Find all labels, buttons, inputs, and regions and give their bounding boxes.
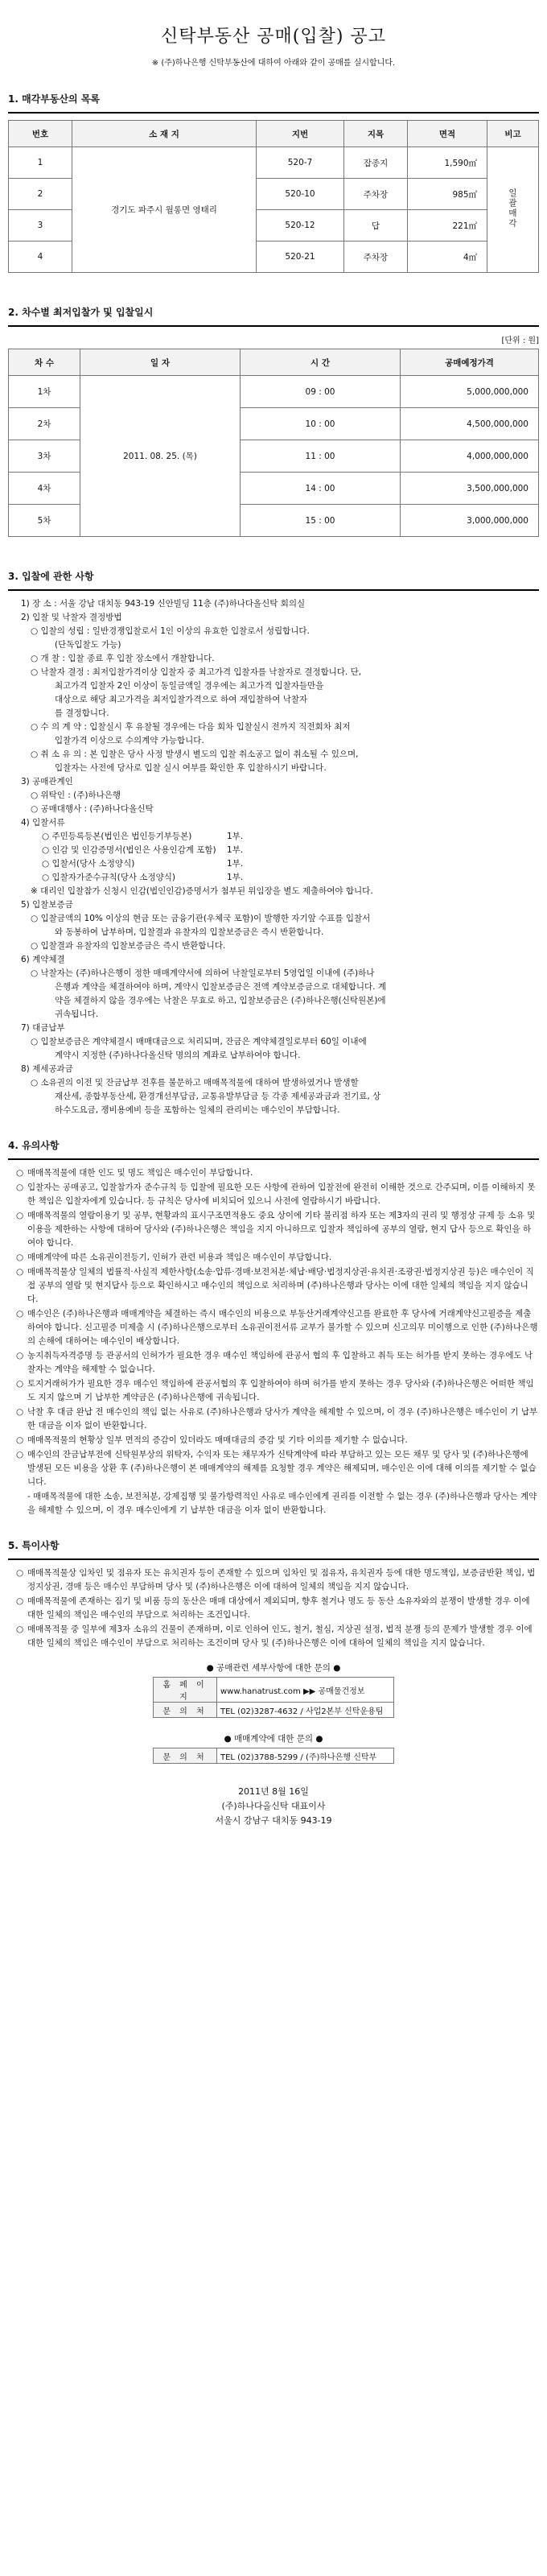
bullet-icon: ○ bbox=[16, 1253, 24, 1262]
col-header: 지번 bbox=[257, 121, 344, 147]
section-divider bbox=[8, 589, 539, 591]
caution-sub-item: - 매매목적물에 대한 소송, 보전처분, 강제집행 및 불가항력적인 사유로 매수인에게 권리를 이전할 수 없는 경우 (주)하나은행과 당사는 계약을 해제할 수 있으며, 이 경우 매수인에게 기 납부한 대금을 이자 없이 반환합니다. bbox=[27, 1492, 537, 1515]
list-item bbox=[16, 1448, 539, 1489]
section-divider bbox=[8, 1558, 539, 1560]
footer-date: 2011년 8월 16일 bbox=[238, 1786, 309, 1797]
cell-area: 1,590㎡ bbox=[408, 147, 487, 179]
col-header: 면적 bbox=[408, 121, 487, 147]
bidding-line: 2) 입찰 및 낙찰자 결정방법 bbox=[21, 613, 122, 622]
list-item-text: 매매목적물상 임차인 및 점유자 또는 유치권자 등이 존재할 수 있으며 임차인 및 점유자, 유치권자 등에 대한 명도책임, 보증금반환 책임, 법정지상권, 경매 등은 매수인 부담하며 당사 및 (주)하나은행은 이에 대하여 일체의 책임을 지지 않습니다. bbox=[27, 1568, 536, 1591]
page-title: 신탁부동산 공매(입찰) 공고 bbox=[161, 27, 386, 47]
homepage-label: 홈 페 이 지 bbox=[154, 1678, 217, 1703]
bidding-line: ○ 입찰의 성립 : 일반경쟁입찰로서 1인 이상의 유효한 입찰로서 성립합니다. bbox=[31, 626, 310, 636]
section3-heading: 3. 입찰에 관한 사항 bbox=[8, 571, 94, 582]
list-item bbox=[16, 1166, 539, 1180]
bidding-line: ○ 취 소 유 의 : 본 입찰은 당사 사정 발생시 별도의 입찰 취소공고 없이 취소될 수 있으며, bbox=[31, 749, 359, 759]
property-table bbox=[8, 120, 539, 273]
cell-jimok: 주차장 bbox=[344, 179, 408, 210]
inquiry-label: 문 의 처 bbox=[154, 1703, 217, 1718]
schedule-table bbox=[8, 349, 539, 537]
bidding-line: 3) 공매관계인 bbox=[21, 777, 73, 786]
document-name: ○ 주민등록등본(법인은 법인등기부등본) bbox=[42, 832, 192, 841]
list-item bbox=[16, 1406, 539, 1433]
col-header: 공매예정가격 bbox=[401, 349, 539, 376]
cell-jibun: 520-7 bbox=[257, 147, 344, 179]
cell-jimok: 주차장 bbox=[344, 242, 408, 273]
document-name: ○ 입찰자가준수규칙(당사 소정양식) bbox=[42, 873, 176, 882]
bidding-line: 5) 입찰보증금 bbox=[21, 900, 73, 910]
bullet-icon: ○ bbox=[16, 1309, 24, 1319]
cell-time: 15 : 00 bbox=[241, 505, 401, 537]
bidding-line: 를 결정합니다. bbox=[55, 708, 109, 718]
special-list bbox=[8, 1567, 539, 1650]
document-name: ○ 인감 및 인감증명서(법인은 사용인감계 포함) bbox=[42, 845, 216, 855]
caution-list bbox=[8, 1166, 539, 1489]
inquiry-label: 문 의 처 bbox=[154, 1748, 217, 1764]
bidding-line: 계약시 지정한 (주)하나다올신탁 명의의 계좌로 납부하여야 합니다. bbox=[55, 1051, 301, 1060]
bidding-lines-2 bbox=[13, 885, 539, 1117]
list-item bbox=[16, 1349, 539, 1377]
list-item bbox=[16, 1307, 539, 1348]
list-item-text: 입찰자는 공매공고, 입찰참가자 준수규칙 등 입찰에 필요한 모든 사항에 관하여 입찰전에 완전히 이해한 것으로 간주되며, 이를 이해하지 못한 책임은 입찰자에게 있습니다. 등 규칙은 당사에 비치되어 있으니 사전에 열람하시기 바랍니다. bbox=[27, 1183, 536, 1206]
footer bbox=[8, 1785, 539, 1828]
caution-sub bbox=[8, 1490, 539, 1517]
list-item-text: 농지취득자격증명 등 관공서의 인허가가 필요한 경우 매수인 책임하에 관공서 협의 후 입찰하고 취득 또는 허가를 받지 못하는 경우에도 낙찰자는 계약을 해제할 수 없습니다. bbox=[27, 1351, 533, 1374]
bidding-line: ○ 개 찰 : 입찰 종료 후 입찰 장소에서 개찰합니다. bbox=[31, 654, 215, 663]
list-item-text: 매매목적물상 일체의 법률적·사실적 제한사항(소송·압류·경매·보전처분·체납·배당·법정지상권·유치권·조광권·법정지상권 등)은 매수인이 직접 공부의 열람 및 현지답사 등으로 확인하시고 매수인의 책임으로 처리하며 (주)하나은행과 당사는 이에 대한 일체의 책임을 지지 않습니다. bbox=[27, 1267, 534, 1304]
bidding-line: 대상으로 해당 최고가격을 최저입찰가격으로 하여 재입찰하여 낙찰자 bbox=[55, 695, 308, 704]
bullet-icon: ○ bbox=[16, 1596, 24, 1606]
cell-area: 221㎡ bbox=[408, 210, 487, 242]
cell-no: 4 bbox=[9, 242, 72, 273]
bidding-docs bbox=[13, 830, 539, 885]
bidding-line: 귀속됩니다. bbox=[55, 1009, 99, 1019]
list-item bbox=[16, 1623, 539, 1650]
col-header: 번호 bbox=[9, 121, 72, 147]
bidding-line: 6) 계약체결 bbox=[21, 955, 65, 964]
bidding-line: 4) 입찰서류 bbox=[21, 818, 65, 828]
bidding-line: 최고가격 입찰자 2인 이상이 동일금액일 경우에는 최고가격 입찰자들만을 bbox=[55, 681, 324, 691]
document-item bbox=[13, 844, 539, 857]
cell-jimok: 답 bbox=[344, 210, 408, 242]
bidding-line: 7) 대금납부 bbox=[21, 1023, 65, 1033]
list-item-text: 매매목적물에 존재하는 짐기 및 비품 등의 동산은 매매 대상에서 제외되며, 향후 철거나 명도 등 동산 소유자와의 분쟁이 발생할 경우 이에 대한 일체의 책임은 매수인의 부담으로 처리하는 조건입니다. bbox=[27, 1596, 530, 1620]
list-item-text: 매수인은 (주)하나은행과 매매계약을 체결하는 즉시 매수인의 비용으로 부동산거래계약신고를 완료한 후 당사에 거래계약신고필증을 제출하여야 합니다. 신고필증 미제출 시 (주)하나은행으로부터 소유권이전서류 교부가 불가할 수 있으며 신고의무 미이행으로 인한 (주)하나은행의 손해에 대하여는 매수인이 배상합니다. bbox=[27, 1309, 538, 1346]
cell-jimok: 잡종지 bbox=[344, 147, 408, 179]
footer-address: 서울시 강남구 대치동 943-19 bbox=[215, 1815, 332, 1826]
list-item bbox=[16, 1181, 539, 1208]
contact-table bbox=[153, 1677, 394, 1718]
contact-title: ● 공매관련 세부사항에 대한 문의 ● bbox=[206, 1663, 341, 1673]
bullet-icon: ○ bbox=[16, 1435, 24, 1445]
list-item-text: 매매목적물에 대한 인도 및 명도 책임은 매수인이 부담합니다. bbox=[27, 1168, 253, 1178]
bidding-line: 1) 장 소 : 서울 강남 대치동 943-19 신안빌딩 11층 (주)하나다올신탁 회의실 bbox=[21, 599, 306, 609]
bullet-icon: ○ bbox=[16, 1624, 24, 1634]
bidding-line: 하수도요금, 쟁비용예비 등을 포함하는 일체의 관리비는 매수인이 부담합니다. bbox=[55, 1105, 340, 1115]
cell-price: 3,500,000,000 bbox=[401, 473, 539, 505]
list-item bbox=[16, 1567, 539, 1594]
list-item-text: 매매계약에 따른 소유권이전등기, 인허가 관련 비용과 책임은 매수인이 부담합니다. bbox=[27, 1253, 332, 1262]
document-name: ○ 입찰서(당사 소정양식) bbox=[42, 859, 135, 869]
document-item bbox=[13, 857, 539, 871]
contact-box-auction bbox=[153, 1662, 394, 1718]
cell-jibun: 520-21 bbox=[257, 242, 344, 273]
bidding-line: ○ 낙찰자 결정 : 최저입찰가격이상 입찰자 중 최고가격 입찰자를 낙찰자로 결정합니다. 단, bbox=[31, 667, 362, 677]
section4-heading: 4. 유의사항 bbox=[8, 1140, 60, 1151]
unit-label: [단위 : 원] bbox=[501, 336, 539, 345]
cell-location: 경기도 파주시 월롱면 영태리 bbox=[72, 147, 257, 273]
bullet-icon: ○ bbox=[16, 1168, 24, 1178]
table-row bbox=[9, 376, 539, 408]
footer-company: (주)하나다올신탁 대표이사 bbox=[221, 1801, 326, 1811]
bidding-line: 8) 제세공과금 bbox=[21, 1064, 73, 1074]
remark-text: 일괄매각 bbox=[508, 188, 517, 229]
cell-time: 09 : 00 bbox=[241, 376, 401, 408]
list-item bbox=[16, 1251, 539, 1265]
cell-price: 4,000,000,000 bbox=[401, 440, 539, 473]
col-header: 시 간 bbox=[241, 349, 401, 376]
col-header: 차 수 bbox=[9, 349, 80, 376]
list-item bbox=[16, 1595, 539, 1622]
col-header: 비고 bbox=[487, 121, 539, 147]
cell-time: 10 : 00 bbox=[241, 408, 401, 440]
document-count: 1부. bbox=[227, 873, 244, 882]
contact-table bbox=[153, 1748, 394, 1764]
cell-price: 4,500,000,000 bbox=[401, 408, 539, 440]
bidding-line: 재산세, 종합부동산세, 환경개선부담금, 교통유발부담금 등 각종 제세공과금과 전기료, 상 bbox=[55, 1092, 381, 1101]
list-item-text: 매매목적물의 열람이용기 및 공부, 현황과의 표시구조면적용도 중요 상이에 기타 불리점 하자 또는 제3자의 권리 및 행정상 규제 등 소유 및 이용을 제한하는 사항에 대하여 당사와 (주)하나은행은 책임을 지지 아니하므로 입찰자 책임하에 공부의 열람, 현지 답사 등으로 확인을 하여야 합니다. bbox=[27, 1211, 536, 1248]
section-divider bbox=[8, 112, 539, 114]
bidding-line: ※ 대리인 입찰참가 신청시 인감(법인인감)증명서가 첨부된 위임장을 별도 제출하여야 합니다. bbox=[31, 886, 373, 896]
bidding-line: ○ 소유권의 이전 및 잔금납부 전후를 불문하고 매매목적물에 대하여 발생하였거나 발생할 bbox=[31, 1078, 359, 1088]
section5-heading: 5. 특이사항 bbox=[8, 1540, 60, 1551]
section1-heading: 1. 매각부동산의 목록 bbox=[8, 93, 101, 105]
col-header: 소 재 지 bbox=[72, 121, 257, 147]
cell-price: 5,000,000,000 bbox=[401, 376, 539, 408]
document-item bbox=[13, 830, 539, 844]
bidding-line: ○ 입찰보증금은 계약체결시 매매대금으로 처리되며, 잔금은 계약체결일로부터 60일 이내에 bbox=[31, 1037, 367, 1046]
bidding-line: ○ 위탁인 : (주)하나은행 bbox=[31, 791, 121, 800]
notice-text: ※ (주)하나은행 신탁부동산에 대하여 아래와 같이 공매를 실시합니다. bbox=[151, 59, 396, 68]
cell-area: 985㎡ bbox=[408, 179, 487, 210]
list-item bbox=[16, 1209, 539, 1250]
bidding-line: ○ 공매대행사 : (주)하나다올신탁 bbox=[31, 804, 154, 814]
cell-area: 4㎡ bbox=[408, 242, 487, 273]
cell-round: 4차 bbox=[9, 473, 80, 505]
cell-round: 1차 bbox=[9, 376, 80, 408]
bullet-icon: ○ bbox=[16, 1450, 24, 1459]
list-item-text: 낙찰 후 대금 완납 전 매수인의 책임 없는 사유로 (주)하나은행과 당사가 계약을 해제할 수 있으며, 이 경우 (주)하나은행은 매수인이 기 납부한 대금을 이자 없이 반환합니다. bbox=[27, 1407, 538, 1430]
cell-date: 2011. 08. 25. (목) bbox=[80, 376, 241, 537]
inquiry-value: TEL (02)3287-4632 / 사업2본부 신탁운용팀 bbox=[217, 1703, 394, 1718]
bidding-line: 은행과 계약을 체결하여야 하며, 계약시 입찰보증금은 전액 계약보증금으로 대체합니다. 계 bbox=[55, 982, 387, 992]
bidding-line: ○ 입찰금액의 10% 이상의 현금 또는 금융기관(우체국 포함)이 발행한 자기앞 수표를 입찰서 bbox=[31, 914, 371, 923]
bidding-line: 와 동봉하여 납부하며, 입찰결과 유찰자의 입찰보증금은 즉시 반환합니다. bbox=[55, 927, 324, 937]
list-item bbox=[16, 1377, 539, 1405]
document-item bbox=[13, 871, 539, 885]
bullet-icon: ○ bbox=[16, 1211, 24, 1220]
list-item-text: 토지거래허가가 필요한 경우 매수인 책임하에 관공서협의 후 입찰하여야 하며 허가를 받지 못하는 경우 당사와 (주)하나은행은 어떠한 책임도 지지 않으며 기 납부한 계약금은 (주)하나은행에 귀속됩니다. bbox=[27, 1379, 534, 1402]
inquiry-value: TEL (02)3788-5299 / (주)하나은행 신탁부 bbox=[217, 1748, 394, 1764]
announcement-page bbox=[8, 0, 539, 1844]
cell-round: 2차 bbox=[9, 408, 80, 440]
bidding-line: 입찰자는 사전에 당사로 입찰 실시 여부를 확인한 후 입찰하시기 바랍니다. bbox=[55, 763, 327, 773]
table-row bbox=[9, 147, 539, 179]
bidding-line: 약을 체결하지 않을 경우에는 낙찰은 무효로 하고, 입찰보증금은 (주)하나은행(신탁원본)에 bbox=[55, 996, 386, 1005]
section2-heading: 2. 차수별 최저입찰가 및 입찰일시 bbox=[8, 307, 154, 318]
bidding-line: ○ 수 의 계 약 : 입찰실시 후 유찰될 경우에는 다음 회차 입찰실시 전까지 직전회차 최저 bbox=[31, 722, 351, 732]
bidding-details bbox=[8, 597, 539, 1117]
section-divider bbox=[8, 325, 539, 327]
bidding-line: (단독입찰도 가능) bbox=[55, 640, 121, 650]
col-header: 지목 bbox=[344, 121, 408, 147]
cell-time: 14 : 00 bbox=[241, 473, 401, 505]
bullet-icon: ○ bbox=[16, 1267, 24, 1277]
cell-price: 3,000,000,000 bbox=[401, 505, 539, 537]
bullet-icon: ○ bbox=[16, 1568, 24, 1578]
col-header: 일 자 bbox=[80, 349, 241, 376]
bullet-icon: ○ bbox=[16, 1183, 24, 1192]
cell-jibun: 520-10 bbox=[257, 179, 344, 210]
cell-remark bbox=[487, 147, 539, 273]
document-count: 1부. bbox=[227, 832, 244, 841]
bullet-icon: ○ bbox=[16, 1407, 24, 1417]
section-divider bbox=[8, 1158, 539, 1160]
contact-box-contract bbox=[153, 1732, 394, 1764]
bidding-line: 입찰가격 이상으로 수의계약 가능합니다. bbox=[55, 736, 204, 745]
list-item bbox=[16, 1434, 539, 1447]
document-count: 1부. bbox=[227, 845, 244, 855]
cell-jibun: 520-12 bbox=[257, 210, 344, 242]
cell-no: 3 bbox=[9, 210, 72, 242]
cell-no: 2 bbox=[9, 179, 72, 210]
contact-title: ● 매매계약에 대한 문의 ● bbox=[224, 1734, 323, 1744]
cell-time: 11 : 00 bbox=[241, 440, 401, 473]
bidding-line: ○ 입찰결과 유찰자의 입찰보증금은 즉시 반환합니다. bbox=[31, 941, 226, 951]
bullet-icon: ○ bbox=[16, 1379, 24, 1389]
list-item-text: 매매목적물 중 일부에 제3자 소유의 건물이 존재하며, 이로 인하여 인도, 철거, 철심, 지상권 설정, 법적 분쟁 등의 문제가 발생할 경우 이에 대한 일체의 책임은 매수인이 부담으로 처리하는 조건이며 당사 및 (주)하나은행은 이에 대하여 일체의 책임을 지지 않습니다. bbox=[27, 1624, 533, 1648]
bidding-line: ○ 낙찰자는 (주)하나은행이 정한 매매계약서에 의하여 낙찰일로부터 5영업일 이내에 (주)하나 bbox=[31, 968, 375, 978]
list-item bbox=[16, 1265, 539, 1307]
cell-round: 5차 bbox=[9, 505, 80, 537]
bullet-icon: ○ bbox=[16, 1351, 24, 1360]
list-item-text: 매매목적물의 현황상 일부 면적의 증감이 있더라도 매매대금의 증감 및 기타 이의를 제기할 수 없습니다. bbox=[27, 1435, 408, 1445]
document-count: 1부. bbox=[227, 859, 244, 869]
list-item-text: 매수인의 잔금납부전에 신탁원부상의 위탁자, 수익자 또는 채무자가 신탁계약에 따라 부담하고 있는 모든 채무 및 당사 및 (주)하나은행에 발생된 모든 비용을 상환 후 (주)하나은행이 본 매매계약의 해제를 요청할 경우 계약은 해제되며, 매수인은 이에 대해 이의를 제기할 수 없습니다. bbox=[27, 1450, 537, 1487]
cell-round: 3차 bbox=[9, 440, 80, 473]
homepage-link[interactable]: www.hanatrust.com ▶▶ 공매물건정보 bbox=[217, 1678, 394, 1703]
cell-no: 1 bbox=[9, 147, 72, 179]
bidding-lines bbox=[13, 597, 539, 830]
